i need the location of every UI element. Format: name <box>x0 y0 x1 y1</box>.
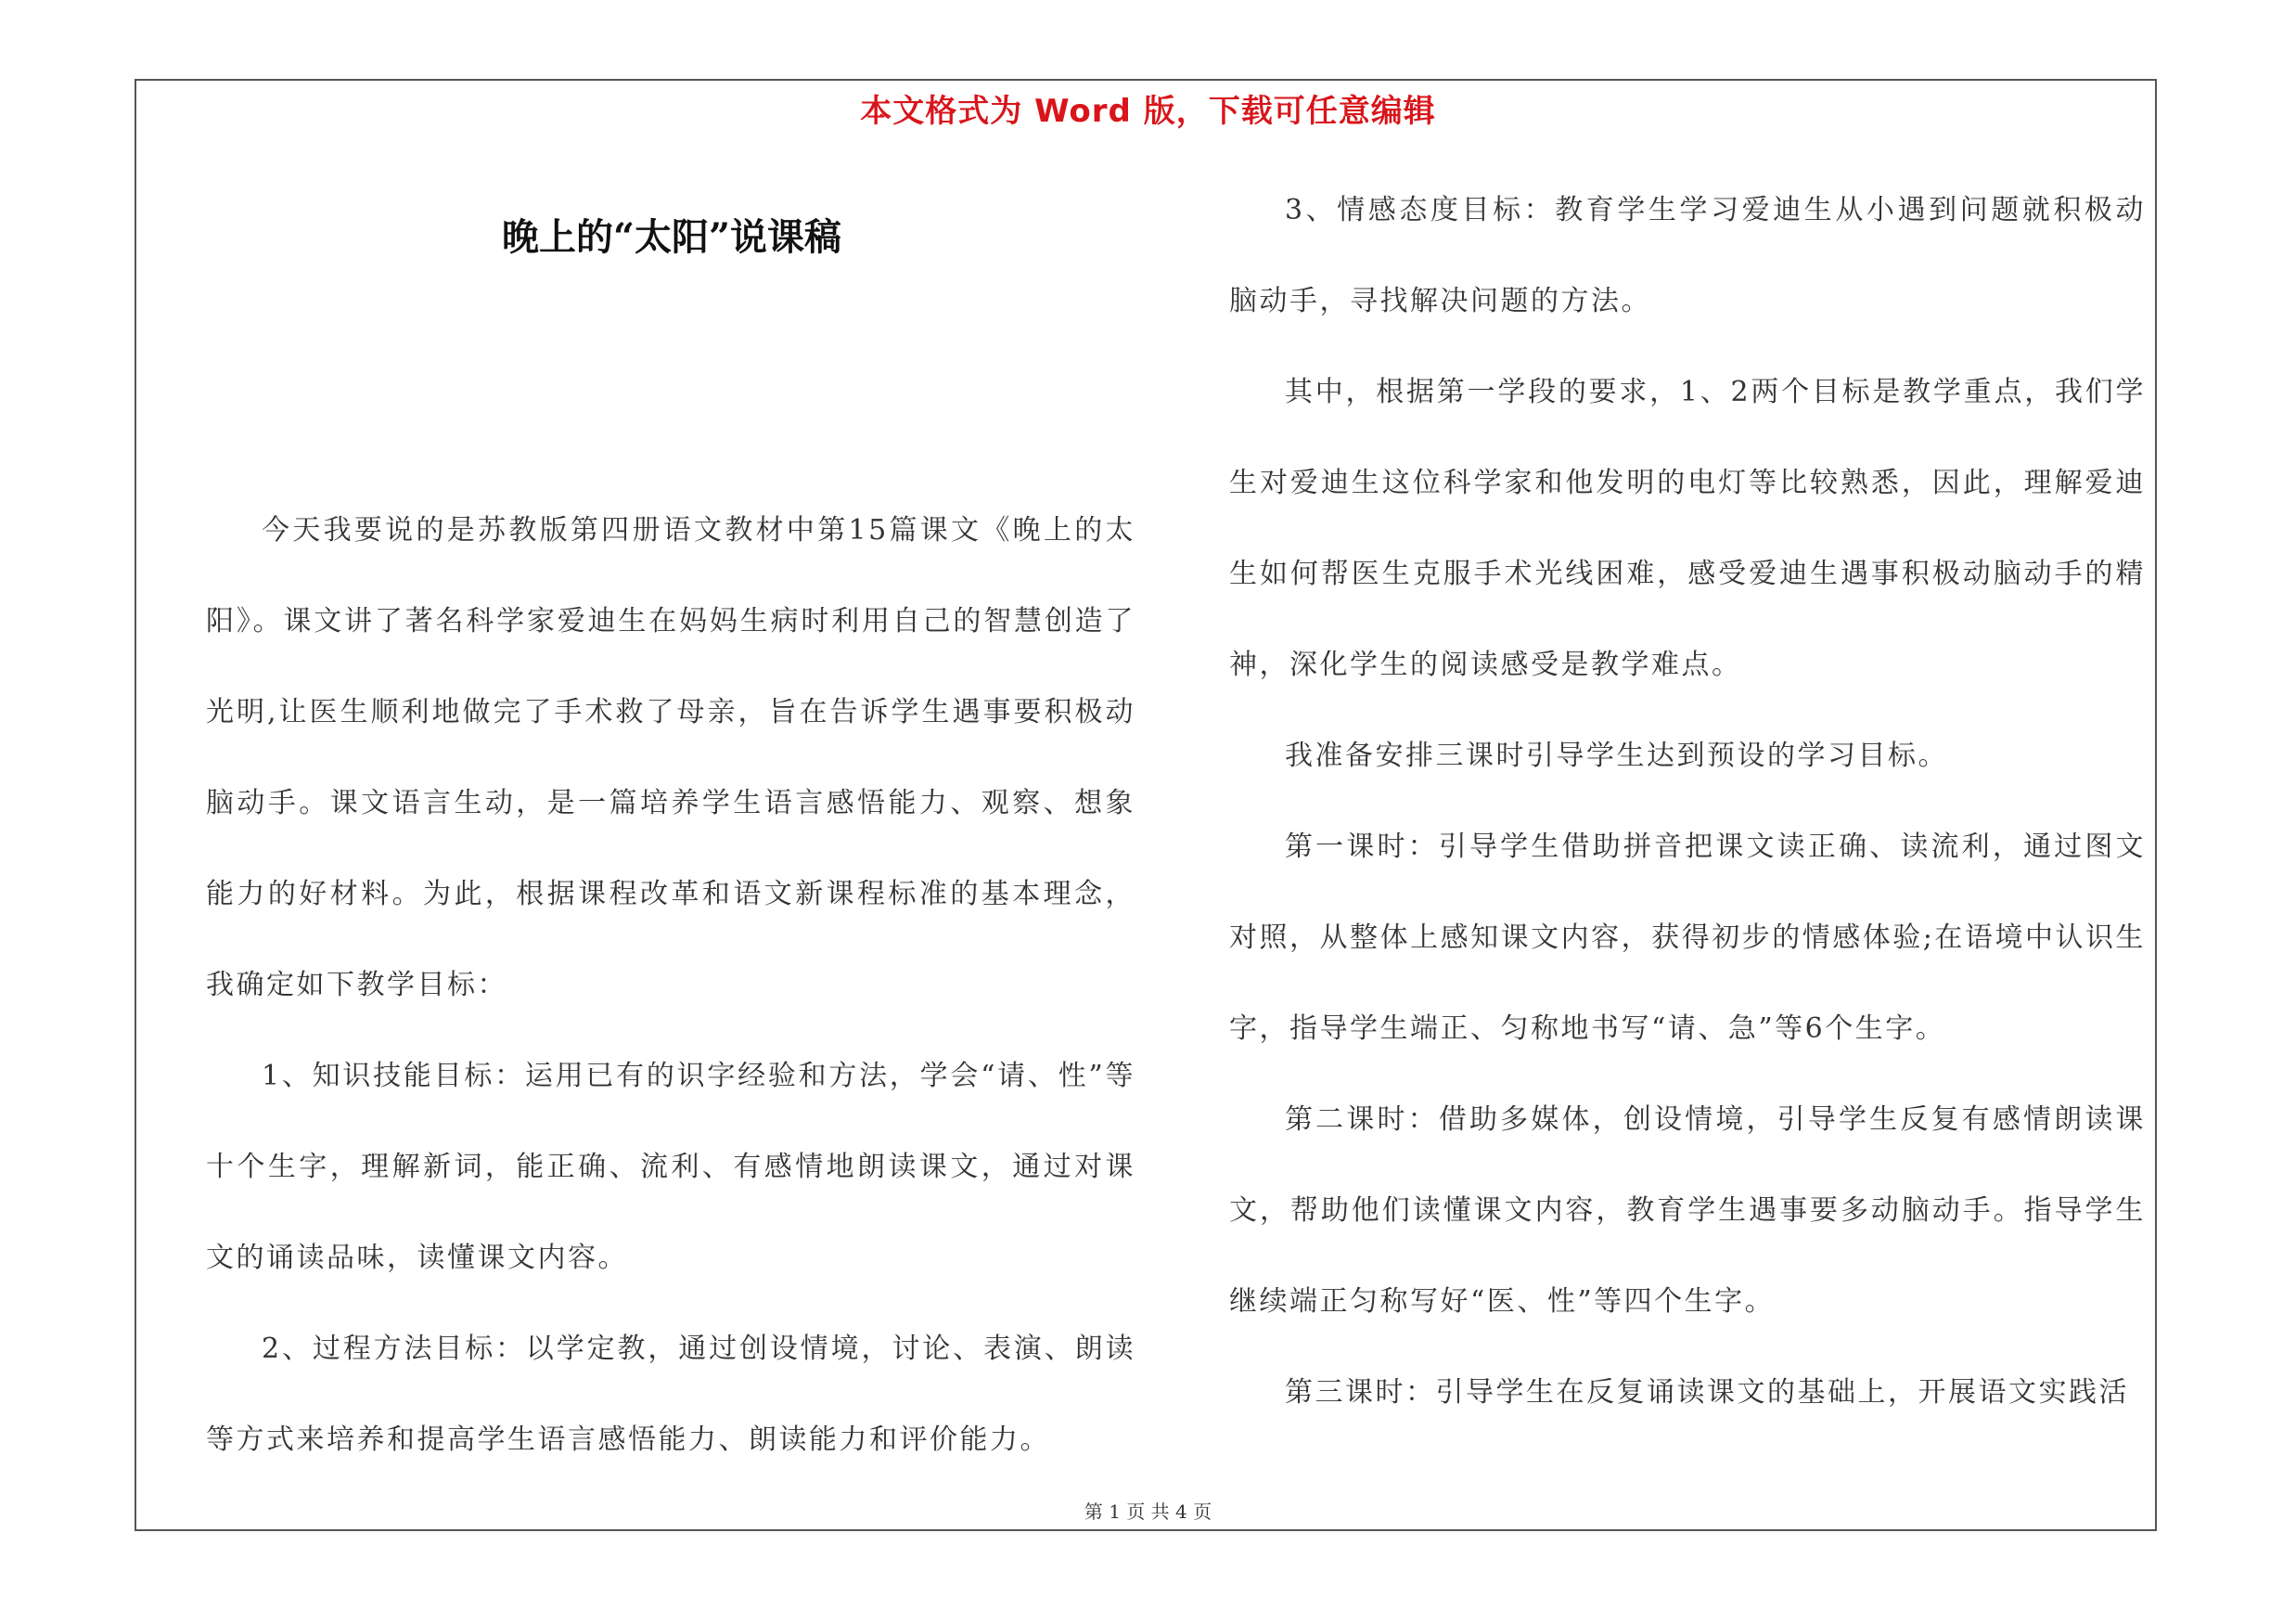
paragraph: 其中，根据第一学段的要求，1、2两个目标是教学重点，我们学生对爱迪生这位科学家和他发明的电灯等比较熟悉，因此，理解爱迪生如何帮医生克服手术光线困难，感受爱迪生遇事积极动脑动手的精神，深化学生的阅读感受是教学难点。 <box>1229 376 2146 681</box>
paragraph: 我准备安排三课时引导学生达到预设的学习目标。 <box>1285 740 1948 772</box>
paragraph: 今天我要说的是苏教版第四册语文教材中第15篇课文《晚上的太阳》。课文讲了著名科学家爱迪生在妈妈生病时利用自己的智慧创造了光明,让医生顺利地做完了手术救了母亲，旨在告诉学生遇事要积极动脑动手。课文语言生动，是一篇培养学生语言感悟能力、观察、想象能力的好材料。为此，根据课程改革和语文新课程标准的基本理念，我确定如下教学目标： <box>206 514 1135 1001</box>
page-number-footer: 第 1 页 共 4 页 <box>1084 1501 1212 1523</box>
paragraph: 2、过程方法目标：以学定教，通过创设情境，讨论、表演、朗读等方式来培养和提高学生语言感悟能力、朗读能力和评价能力。 <box>206 1333 1135 1456</box>
right-column <box>1229 165 2146 1438</box>
paragraph: 第三课时：引导学生在反复诵读课文的基础上，开展语文实践活 <box>1285 1376 2129 1409</box>
paragraph: 3、情感态度目标：教育学生学习爱迪生从小遇到问题就积极动脑动手，寻找解决问题的方法。 <box>1229 194 2146 317</box>
paragraph: 第一课时：引导学生借助拼音把课文读正确、读流利，通过图文对照，从整体上感知课文内容，获得初步的情感体验;在语境中认识生字，指导学生端正、匀称地书写“请、急”等6个生字。 <box>1229 831 2146 1045</box>
format-banner: 本文格式为 Word 版，下载可任意编辑 <box>860 93 1436 130</box>
document-title: 晚上的“太阳”说课稿 <box>501 215 841 259</box>
paragraph: 第二课时：借助多媒体，创设情境，引导学生反复有感情朗读课文，帮助他们读懂课文内容，教育学生遇事要多动脑动手。指导学生继续端正匀称写好“医、性”等四个生字。 <box>1229 1103 2146 1318</box>
left-column <box>206 485 1135 1486</box>
paragraph: 1、知识技能目标：运用已有的识字经验和方法，学会“请、性”等十个生字，理解新词，能正确、流利、有感情地朗读课文，通过对课文的诵读品味，读懂课文内容。 <box>206 1060 1135 1274</box>
